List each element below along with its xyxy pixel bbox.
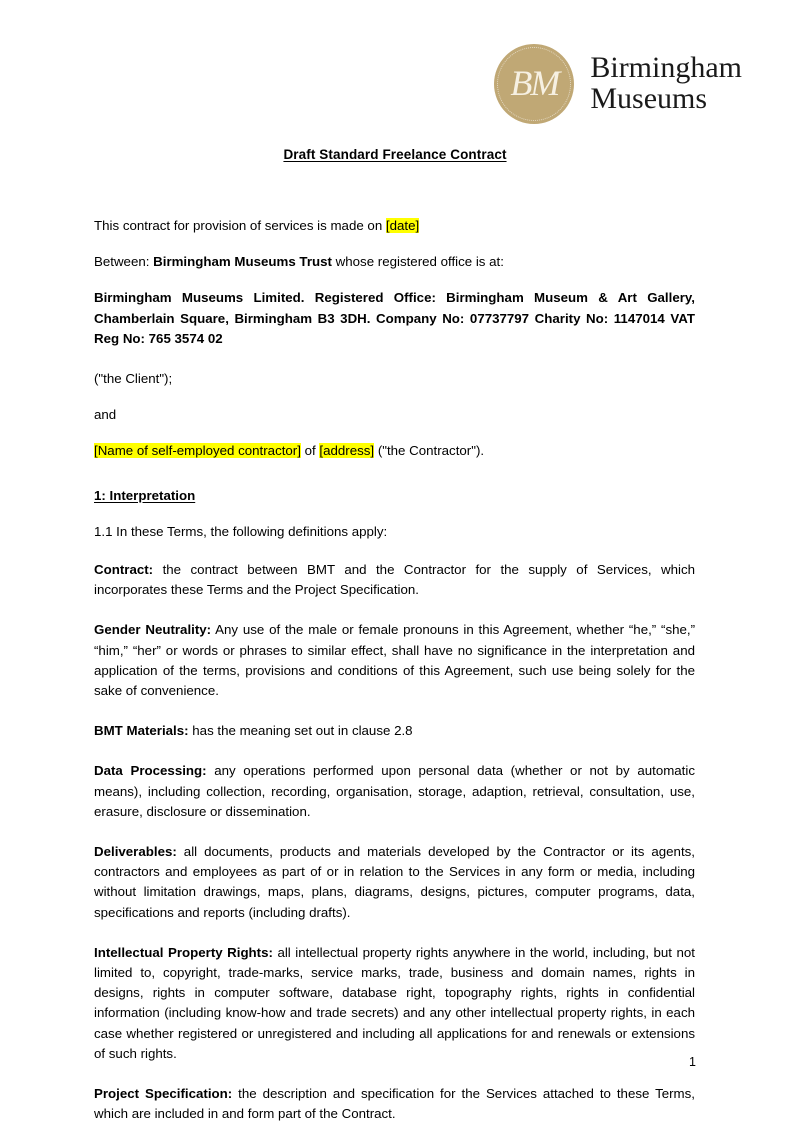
clause-1-1: 1.1 In these Terms, the following definitions apply: (94, 523, 388, 539)
between-prefix: Between: (94, 254, 154, 270)
page-number: 1 (689, 1055, 696, 1069)
bm-monogram-icon (494, 44, 574, 124)
contractor-address-placeholder: [address] (319, 443, 375, 459)
contractor-of: of (300, 443, 320, 459)
definition-term: Data Processing: (94, 763, 207, 779)
document-title (0, 147, 790, 162)
section-1-heading-text: 1: Interpretation (94, 487, 196, 503)
monogram-text: BM (510, 63, 559, 103)
wordmark-line-1: Birmingham (590, 51, 742, 85)
definition-text: any operations performed upon personal data (whether or not by automatic means), including collection, recording, organisation, storage, adaption, retrieval, consultation, use, erasure, disclosure or dissemination. (94, 763, 695, 819)
paragraph-between (94, 252, 695, 272)
birmingham-museums-logo (494, 44, 742, 124)
document-title-text: Draft Standard Freelance Contract (283, 147, 507, 162)
definition-item (94, 1084, 695, 1124)
paragraph-and: and (94, 407, 117, 423)
definition-item (94, 620, 695, 701)
between-party-name: Birmingham Museums Trust (153, 254, 332, 270)
definition-text: the description and specification for the Services attached to these Terms, which are included in and form part of the Contract. (94, 1086, 695, 1122)
definition-term: Gender Neutrality: (94, 622, 212, 638)
definition-item (94, 560, 695, 600)
definition-text: all intellectual property rights anywhere in the world, including, but not limited to, copyright, trade-marks, service marks, trade, business and domain names, rights in designs, rights in computer software, database right, topography rights, rights in confidential information (including know-how and trade secrets) and any other intellectual property rights, in each case whether registered or unregistered and including all applications for and renewals or extensions of such rights. (94, 944, 695, 1061)
definition-item (94, 842, 695, 923)
definition-text: all documents, products and materials developed by the Contractor or its agents, contractors and employees as part of or in relation to the Services in any form or media, including without limitation drawings, maps, plans, diagrams, designs, pictures, computer programs, data, specifications and reports (including drafts). (94, 844, 695, 920)
contractor-suffix: ("the Contractor"). (374, 443, 485, 459)
date-placeholder: [date] (385, 218, 420, 233)
definition-term: Intellectual Property Rights: (94, 944, 273, 960)
definition-term: BMT Materials: (94, 723, 189, 739)
logo-wordmark (590, 53, 742, 114)
between-suffix: whose registered office is at: (331, 254, 504, 270)
paragraph-contractor (94, 441, 695, 461)
definition-text: Any use of the male or female pronouns in this Agreement, whether “he,” “she,” “him,” “her” or words or phrases to similar effect, shall have no significance in the interpretation and application of the terms, provisions and conditions of this Agreement, such use being solely for the sake of convenience. (94, 622, 695, 699)
wordmark-line-2: Museums (590, 82, 708, 115)
definition-term: Deliverables: (94, 844, 177, 860)
document-body (94, 216, 695, 1125)
made-on-prefix: This contract for provision of services is made on (94, 218, 386, 233)
definition-item (94, 721, 695, 741)
definition-term: Project Specification: (94, 1086, 233, 1102)
definition-text: has the meaning set out in clause 2.8 (188, 723, 413, 739)
contractor-name-placeholder: [Name of self-employed contractor] (94, 443, 301, 459)
definitions-list (94, 560, 695, 1124)
paragraph-registered-address: Birmingham Museums Limited. Registered Office: Birmingham Museum & Art Gallery, Chamberlain Square, Birmingham B3 3DH. Company No: 07737797 Charity No: 1147014 VAT Reg No: 765 3574 02 (94, 290, 695, 346)
definition-term: Contract: (94, 562, 154, 578)
section-1-heading (94, 486, 695, 506)
definition-text: the contract between BMT and the Contractor for the supply of Services, which incorporates these Terms and the Project Specification. (94, 562, 695, 598)
definition-item (94, 943, 695, 1064)
paragraph-made-on (94, 216, 695, 236)
definition-item (94, 761, 695, 822)
paragraph-client-label: ("the Client"); (94, 371, 173, 387)
